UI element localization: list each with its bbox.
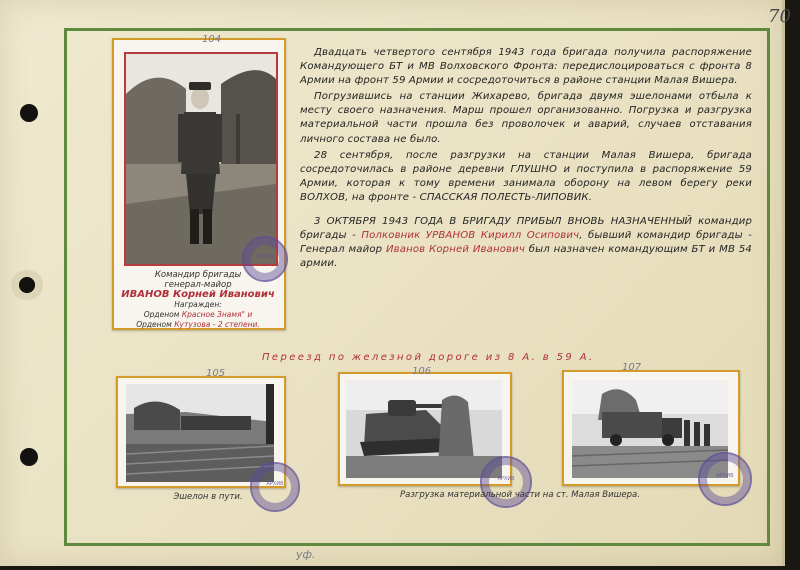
caption-rank: Командир бригады [154,270,242,280]
p4-part-b: , бывший командир бригады - Генерал майор [300,230,752,256]
photo-unloading-tank[interactable] [338,366,515,486]
p4-former-commander: Иванов Корней Иванович [385,244,525,256]
caption-rank-2: генерал-майор [164,280,232,290]
caption-name: ИВАНОВ Корней Иванович [121,289,275,300]
portrait-caption [118,270,278,330]
portrait-image [126,54,276,264]
p4-new-commander: Полковник УРВАНОВ Кирилл Осипович [361,230,580,242]
pencil-mark: 107 [622,362,642,373]
punch-hole-reinforced [10,270,44,300]
photo-echelon[interactable] [116,368,286,488]
archive-stamp: АРХИВ [480,456,532,508]
paragraph-3: 28 сентября, после разгрузки на станции Малая Вишера, бригада сосредоточилась в районе деревни ГЛУШНО и поступила в распоряжение 59 Армии, которая к тому времени занимала оборону на левом берегу реки ВОЛХОВ, на фронте - СПАССКАЯ ПОЛЕСТЬ-ЛИПОВИК. [300,149,752,203]
pencil-mark: 104 [202,34,222,45]
paragraph-4 [300,215,752,271]
portrait-card[interactable] [112,34,286,330]
narrative-text [300,46,752,271]
paragraph-1: Двадцать четвертого сентября 1943 года бригада получила распоряжение Командующего БТ и МВ Волховского Фронта: передислоцироваться с фронта 8 Армии на фронт 59 Армии и сосредоточиться в районе станции Малая Вишера. [300,47,752,87]
archive-stamp: АРХИВ [250,462,300,512]
punch-hole [20,448,38,466]
pencil-mark-bottom: уф. [296,548,316,561]
caption-awarded: Награжден: [174,300,222,309]
photo-unloading-trucks[interactable] [562,362,740,486]
caption-echelon: Эшелон в пути. [173,492,243,502]
paragraph-2: Погрузившись на станции Жихарево, бригада двумя эшелонами отбыла к месту своего назначения. Марш прошел организованно. Погрузка и разгрузка материальной части прошла без проволочек и аварий, случаев отставания личного состава не было. [300,91,752,145]
caption-order-1 [118,310,278,320]
pencil-mark: 106 [412,366,432,377]
tank-unloading-image [346,380,502,478]
order-prefix: Орденом [143,310,180,319]
sheet-number: 70 [768,6,791,27]
pencil-mark: 105 [206,368,226,379]
tank-image [346,380,502,478]
p4-part-c: был назначен командующим БТ и МВ 54 армии. [300,244,752,270]
archive-stamp: АРХИВ [698,452,752,506]
archive-stamp: АРХИВ [242,236,288,282]
portrait-photo [124,52,278,266]
punch-hole [20,104,38,122]
caption-unloading: Разгрузка материальной части на ст. Малая Вишера. [400,490,640,500]
echelon-image [126,384,274,482]
order-name: Красное Знамя" и [181,310,253,319]
p4-part-a: 3 ОКТЯБРЯ 1943 ГОДА В БРИГАДУ ПРИБЫЛ ВНОВЬ НАЗНАЧЕННЫЙ командир бригады - [300,216,752,242]
order-name: Кутузова - 2 степени. [174,320,260,329]
section-heading: Переезд по железной дороге из 8 А. в 59 А. [262,352,595,363]
train-image [126,384,274,482]
caption-order-2 [118,320,278,330]
order-prefix: Орденом [136,320,172,329]
